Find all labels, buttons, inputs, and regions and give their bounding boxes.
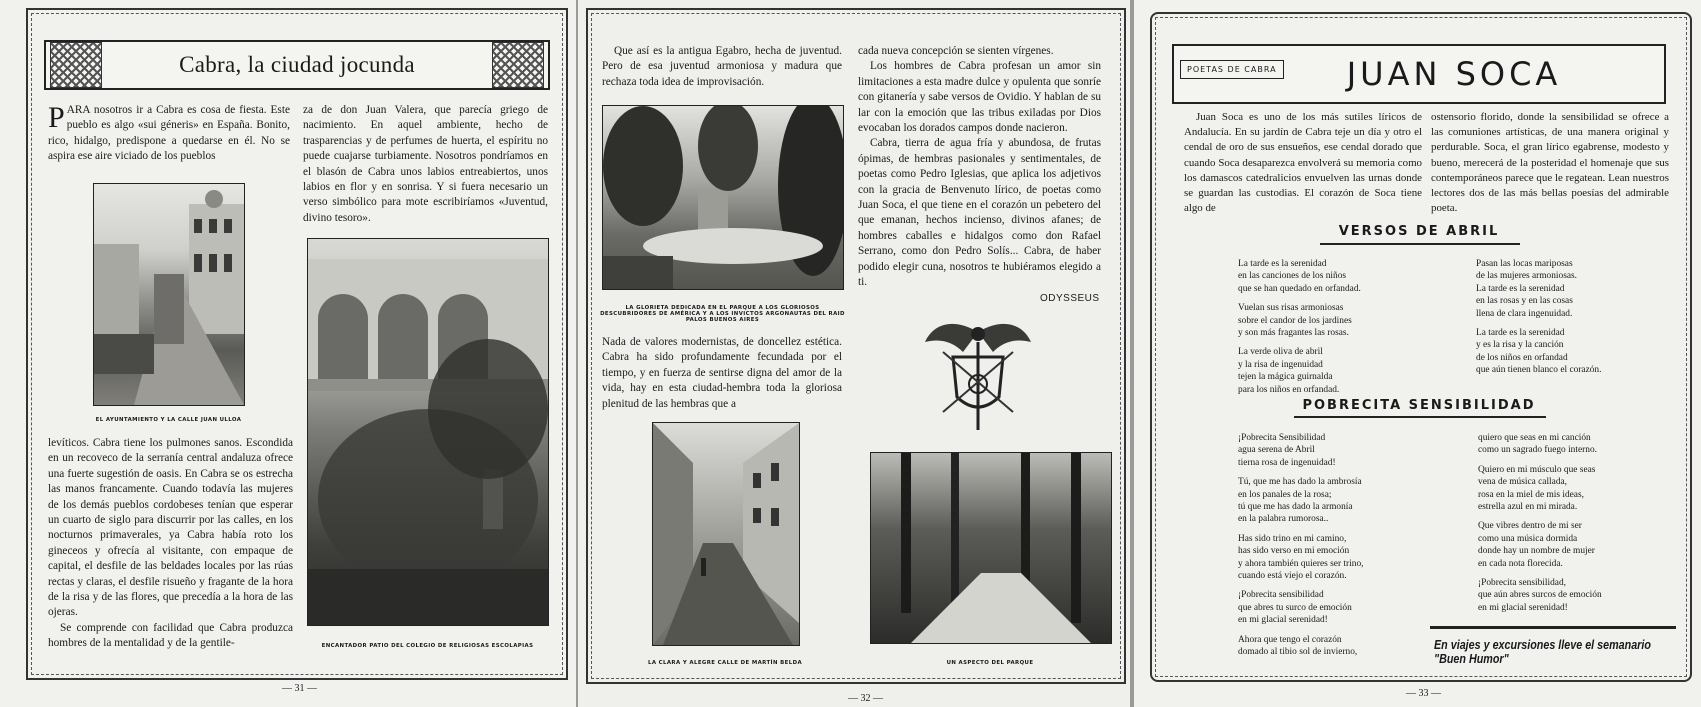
photo-park-view: [870, 452, 1112, 644]
poem-line: que se han quedado en orfandad.: [1238, 283, 1361, 294]
text-column-left-top: [602, 44, 842, 90]
article-title: Cabra, la ciudad jocunda: [179, 52, 415, 77]
poem-stanza: [1478, 464, 1602, 514]
poem-line: ¡Pobrecita sensibilidad: [1238, 590, 1324, 601]
martin-belda-street-image: [653, 423, 799, 645]
bottom-paragraph-2: Se comprende con facilidad que Cabra produzca hombres de la mentalidad y de la gentile-: [48, 621, 293, 650]
caption-park-view: UN ASPECTO DEL PARQUE: [946, 660, 1034, 666]
intro-paragraph-right: ostensorio florido, donde la sensibilidad se ofrece a las comuniones artísticas, de una manera original y perdurable. Soca, el gran lírico egabrense, modesto y bueno, merecerá de la posteridad el homenaje que sus contemporáneos parece que le regatean. Lean nuestros lectores dos de las más bellas poesías del admirable poeta.: [1431, 111, 1669, 215]
poem-line: cuando está viejo el corazón.: [1238, 571, 1347, 582]
poem-line: Vuelan sus risas armoniosas: [1238, 303, 1344, 314]
town-hall-street-image: [94, 184, 244, 405]
poem-line: Que vibres dentro de mi ser: [1478, 521, 1582, 532]
poem-line: y ahora también quieres ser trino,: [1238, 558, 1364, 569]
poem-line: tejen la mágica guirnalda: [1238, 372, 1333, 383]
text-column-right: [303, 103, 548, 226]
section-label: POETAS DE CABRA: [1180, 60, 1284, 79]
poem-line: y son más fragantes las rosas.: [1238, 328, 1349, 339]
article-title-box: [44, 40, 550, 90]
photo-town-hall: [93, 183, 245, 406]
text-column-right: [858, 44, 1101, 291]
poem-stanza: [1238, 432, 1363, 469]
poem-stanza: [1238, 476, 1363, 526]
poem-line: agua serena de Abril: [1238, 445, 1315, 456]
bottom-paragraph-1: levíticos. Cabra tiene los pulmones sanos. Escondida en un recoveco de la serranía central andaluza ofrece una fuerte sugestión de oasis. En Cabra se os estrecha las manos francamente. Cuando todavía las mujeres de los demás pueblos cordobeses tenían que esperar un cuarto de siglo para discurrir por las calles, en los nocturnos primaverales, ya Cabra había roto los gineceos y ofrecía al visitante, con empaque de capital, el desfile de las beldades locales por las rúas rectas y claras, el desfile risueño y fragante de la hora de la risa y de las flores, que precedía a la hora de las ojeras.: [48, 437, 293, 619]
page-number: — 33 —: [1406, 688, 1441, 699]
poem-line: quiero que seas en mi canción: [1478, 433, 1591, 443]
poem-line: La tarde es la serenidad: [1476, 283, 1565, 294]
intro-paragraph-left: Juan Soca es uno de los más sutiles líricos de Andalucía. En su jardín de Cabra teje un día y otro el cendal de oro de sus ensueños, ese cendal dorado que cuando Soca desaparezca envolverá su memoria como los damascos catedralicios envuelven las urnas donde se guardan las custodias. El corazón de Soca tiene algo de: [1184, 111, 1422, 215]
text-column-left: [48, 103, 290, 165]
poet-title-box: [1172, 44, 1666, 104]
poem-line: que aún tienen blanco el corazón.: [1476, 365, 1602, 376]
poem-line: ¡Pobrecita sensibilidad,: [1478, 578, 1567, 589]
poem-line: en mi glacial serenidad!: [1238, 615, 1328, 626]
paragraph-tierra: Cabra, tierra de agua fría y abundosa, de frutas ópimas, de hembras pasionales y sentimentales, de poetas como Pedro Iglesias, que aplica los adjetivos con la gracia de Benvenuto lírico, de poetas como Juan Soca, el que tiene en el corazón un pebetero del que emanan, hechos incienso, divinos afanes; de hombres caballes e hidalgos como don Rafael Serrano, como don Pedro Solís... Cabra, de haber podido elegir cuna, nosotros te hubiéramos elegido a ti.: [858, 137, 1101, 289]
text-column-bottom: [48, 436, 293, 652]
poem-pobrecita-sensibilidad-right: [1478, 432, 1602, 621]
photo-glorieta: [602, 105, 844, 290]
poem-line: Tú, que me has dado la ambrosía: [1238, 477, 1362, 488]
poem-line: en los panales de la rosa;: [1238, 489, 1332, 500]
poem-line: Ahora que tengo el corazón: [1238, 634, 1342, 645]
author-signature: ODYSSEUS: [1040, 293, 1100, 304]
page-number: — 32 —: [848, 693, 883, 704]
poem-line: tierna rosa de ingenuidad!: [1238, 457, 1336, 468]
poem-line: Quiero en mi músculo que seas: [1478, 464, 1596, 475]
paragraph-egabro: Que así es la antigua Egabro, hecha de juventud. Pero de esa juventud armoniosa y madura que rechaza toda idea de improvisación.: [602, 45, 842, 88]
paragraph-concepcion: cada nueva concepción se sienten vírgenes.: [858, 45, 1054, 57]
poem-versos-de-abril-right: [1476, 258, 1601, 384]
column-paragraph: za de don Juan Valera, que parecía griego de nacimiento. En aquel ambiente, hecho de trasparencias y de perfumes de huerta, el espíritu no puede cuajarse turbiamente. Nosotros pondríamos en el blasón de Cabra unos labios entreabiertos, unos labios en flor y en sonrisa. Y si fuera necesario un verso simbólico para mote escribiríamos «Juventud, divino tesoro».: [303, 104, 548, 224]
page-number: — 31 —: [282, 683, 317, 694]
poem-line: y la risa de ingenuidad: [1238, 359, 1323, 370]
poem-stanza: [1238, 589, 1363, 626]
poem-title-pobrecita-sensibilidad: POBRECITA SENSIBILIDAD: [1302, 398, 1536, 413]
photo-martin-belda-street: [652, 422, 800, 646]
poem-stanza: [1238, 302, 1361, 339]
poem-line: para los niños en orfandad.: [1238, 384, 1340, 395]
poem-stanza: [1238, 346, 1361, 396]
poem-line: como una música dormida: [1478, 533, 1578, 544]
poem-line: en mi glacial serenidad!: [1478, 602, 1568, 613]
caption-town-hall: EL AYUNTAMIENTO Y LA CALLE JUAN ULLOA: [95, 417, 242, 423]
poem-stanza: [1478, 432, 1602, 457]
poem-line: has sido verso en mi emoción: [1238, 546, 1350, 557]
poem-line: tú que me has dado la armonía: [1238, 502, 1353, 513]
ornament-right-icon: [492, 42, 544, 88]
glorieta-image: [603, 106, 843, 289]
poem-line: Has sido trino en mi camino,: [1238, 533, 1347, 544]
poem-line: en las canciones de los niños: [1238, 271, 1347, 282]
text-column-left-mid: [602, 335, 842, 412]
page-31: [0, 0, 578, 707]
poem-line: en la palabra rumorosa..: [1238, 514, 1329, 525]
poem-line: domado al tibio sol de invierno,: [1238, 647, 1358, 658]
poem-line: ¡Pobrecita Sensibilidad: [1238, 433, 1326, 443]
ornament-left-icon: [50, 42, 102, 88]
poem-line: llena de clara ingenuidad.: [1476, 308, 1573, 319]
drop-cap: P: [48, 101, 65, 134]
poem-stanza: [1478, 520, 1602, 570]
intro-column-right: [1431, 110, 1669, 216]
poem-stanza: [1478, 577, 1602, 614]
poem-line: y es la risa y la canción: [1476, 340, 1564, 351]
poem-line: en cada nota florecida.: [1478, 558, 1563, 569]
poem-stanza: [1238, 533, 1363, 583]
paragraph-hombres: Los hombres de Cabra profesan un amor sin limitaciones a esta madre dulce y opulenta que sonríe con gitanería y sabe versos de Ovidio. Y hablan de su lar con la emoción que las tribus exiladas por Dios evocaban los dorados campos donde nacieron.: [858, 60, 1101, 135]
poem-line: en las rosas y en las cosas: [1476, 296, 1573, 307]
caption-glorieta: LA GLORIETA DEDICADA EN EL PARQUE A LOS GLORIOSOS DESCUBRIDORES DE AMÉRICA Y A LOS INVICTOS ARGONAUTAS DEL RAID PALOS BUENOS AIRES: [600, 305, 845, 323]
page-32: [578, 0, 1134, 707]
ad-divider: [1430, 626, 1676, 629]
poem-title-versos-de-abril: VERSOS DE ABRIL: [1338, 224, 1500, 239]
poem-line: La tarde es la serenidad: [1238, 259, 1327, 269]
poem-line: vena de música callada,: [1478, 477, 1568, 488]
poem-line: que abres tu surco de emoción: [1238, 602, 1352, 613]
poem-line: donde hay un nombre de mujer: [1478, 546, 1595, 557]
buen-humor-advertisement: En viajes y excursiones lleve el semanario "Buen Humor": [1434, 638, 1651, 666]
poem-stanza: [1476, 327, 1601, 377]
photo-school-patio: [307, 238, 549, 626]
poem-stanza: [1476, 258, 1601, 320]
poem-versos-de-abril-left: [1238, 258, 1361, 403]
caption-school-patio: ENCANTADOR PATIO DEL COLEGIO DE RELIGIOSAS ESCOLAPIAS: [321, 643, 534, 649]
poem-line: de los niños en orfandad: [1476, 352, 1568, 363]
poem-line: como un sagrado fuego interno.: [1478, 445, 1597, 456]
poem-line: La verde oliva de abril: [1238, 347, 1323, 358]
poem-line: de las mujeres armoniosas.: [1476, 271, 1578, 282]
poet-title: JUAN SOCA: [1346, 55, 1562, 93]
patio-image: [308, 239, 548, 625]
title-underline: [1320, 243, 1520, 245]
paragraph-modernistas: Nada de valores modernistas, de doncellez estética. Cabra ha sido profundamente fecundada por el tiempo, y en fuerza de sentirse digna del amor de la vida, hay en esta ciudad-hembra toda la gloriosa plenitud de las hembras que a: [602, 336, 842, 410]
poem-line: La tarde es la serenidad: [1476, 328, 1565, 339]
title-underline: [1294, 416, 1546, 418]
poem-line: que aún abres surcos de emoción: [1478, 590, 1602, 601]
poem-stanza: [1238, 634, 1363, 659]
park-image: [871, 453, 1111, 643]
poem-line: rosa en la miel de mis ideas,: [1478, 489, 1584, 500]
poem-pobrecita-sensibilidad-left: [1238, 432, 1363, 666]
intro-column-left: [1184, 110, 1422, 216]
page-33: [1134, 0, 1701, 707]
caption-martin-belda-street: LA CLARA Y ALEGRE CALLE DE MARTÍN BELDA: [647, 660, 803, 666]
poem-stanza: [1238, 258, 1361, 295]
poem-line: sobre el candor de los jardines: [1238, 315, 1352, 326]
coat-of-arms-emblem-icon: [923, 312, 1033, 432]
poem-line: estrella azul en mi mirada.: [1478, 502, 1578, 513]
intro-paragraph: ARA nosotros ir a Cabra es cosa de fiesta. Este pueblo es algo «sui géneris» en España. Bonito, rico, hidalgo, predispone a quedarse en él. No se aspira ese aire viciado de los pueblos: [48, 104, 290, 163]
poem-line: Pasan las locas mariposas: [1476, 259, 1573, 269]
